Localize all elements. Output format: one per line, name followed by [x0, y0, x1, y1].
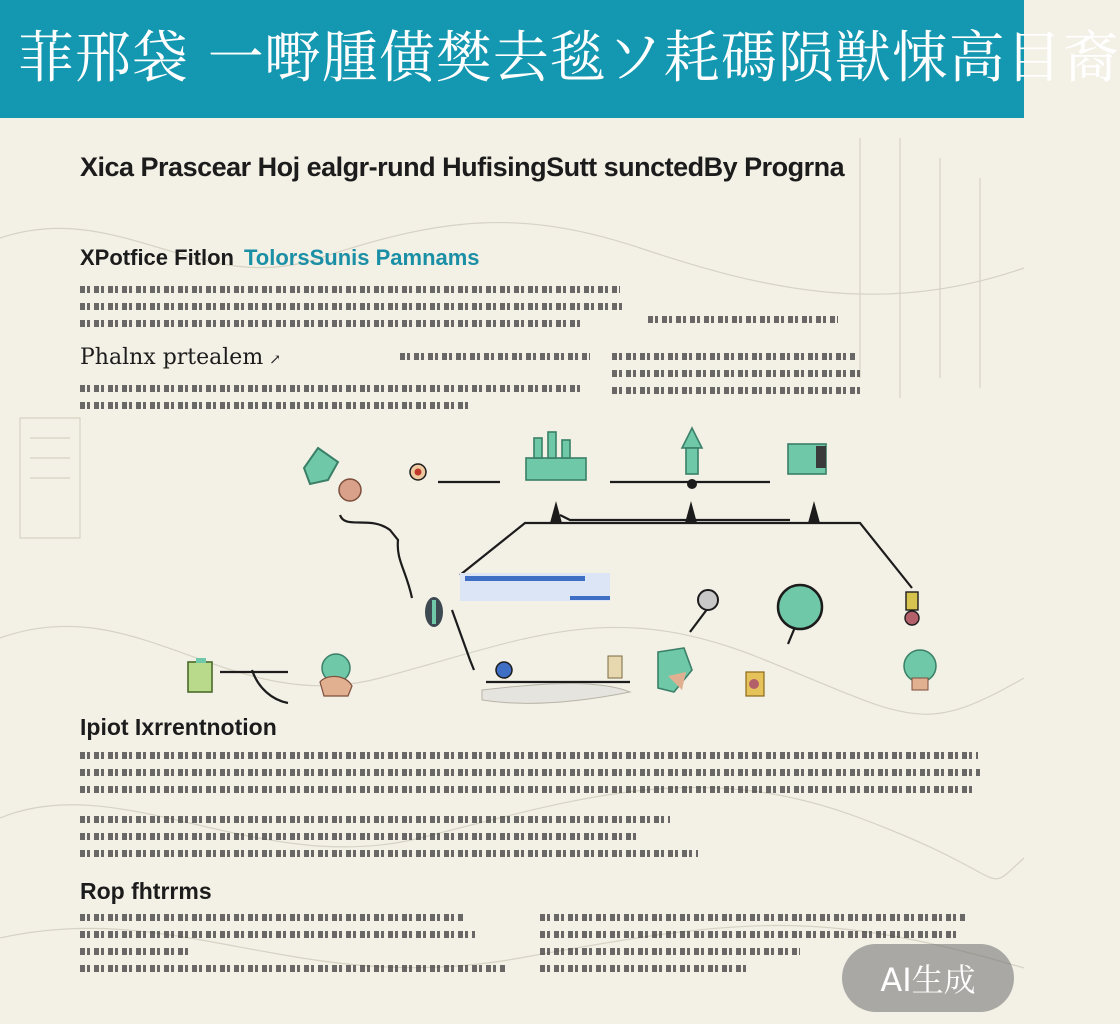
illegible-text-block — [648, 316, 838, 333]
lamp-icon — [682, 428, 702, 489]
lab-icon — [746, 672, 764, 696]
battery-icon — [188, 658, 212, 692]
illegible-text-block — [80, 286, 625, 337]
illegible-text-block — [612, 353, 862, 404]
plant-icon — [658, 648, 692, 692]
connector-line — [220, 670, 288, 703]
ai-generated-badge: AI生成 — [842, 944, 1014, 1012]
arrow-icon: ↗ — [269, 352, 281, 368]
connector-line — [690, 608, 708, 632]
connector-line — [452, 610, 474, 670]
globe-icon — [778, 585, 822, 629]
bot-icon — [698, 590, 718, 610]
bell-icon — [905, 592, 919, 625]
document-title: Xica Prascear Hoj ealgr-rund HufisingSutt sunctedBy Progrna — [80, 152, 845, 182]
section-heading-label: XPotfice Fitlon — [80, 245, 234, 270]
connector-line — [340, 515, 412, 598]
pointer-triangle — [685, 501, 697, 523]
hub-icon — [425, 597, 443, 627]
forms-heading: Rop fhtrrms — [80, 878, 212, 904]
header-banner — [0, 0, 1120, 118]
machine-icon — [788, 444, 826, 474]
intro-heading: Ipiot Ixrrentnotion — [80, 714, 277, 740]
platform-shape — [482, 684, 630, 704]
banner-title: 菲邢袋 一嘢腫僙樊去毯ソ耗碼陨獣悚高目裔 — [18, 26, 1120, 91]
illegible-text-block — [80, 385, 580, 419]
building-icon — [304, 448, 361, 501]
bush-icon — [904, 650, 936, 690]
section-heading — [80, 245, 480, 271]
pointer-triangle — [550, 501, 562, 523]
illegible-text-block — [80, 816, 700, 867]
subsection-heading — [80, 345, 281, 370]
tree-icon — [320, 654, 352, 696]
node-icon — [496, 662, 512, 678]
flow-diagram — [170, 420, 960, 720]
blue-bar — [570, 596, 610, 600]
blue-bar — [465, 576, 585, 581]
pointer-triangle — [808, 501, 820, 523]
illegible-text-block — [80, 752, 980, 803]
pin-icon — [410, 464, 426, 480]
cup-icon — [608, 656, 622, 678]
section-heading-accent: TolorsSunis Pamnams — [244, 245, 480, 270]
illegible-text-block — [400, 353, 590, 370]
factory-icon — [526, 432, 586, 480]
subsection-heading-label: Phalnx prtealem — [80, 345, 264, 370]
illegible-text-block — [80, 914, 510, 982]
connector-line — [560, 515, 790, 520]
